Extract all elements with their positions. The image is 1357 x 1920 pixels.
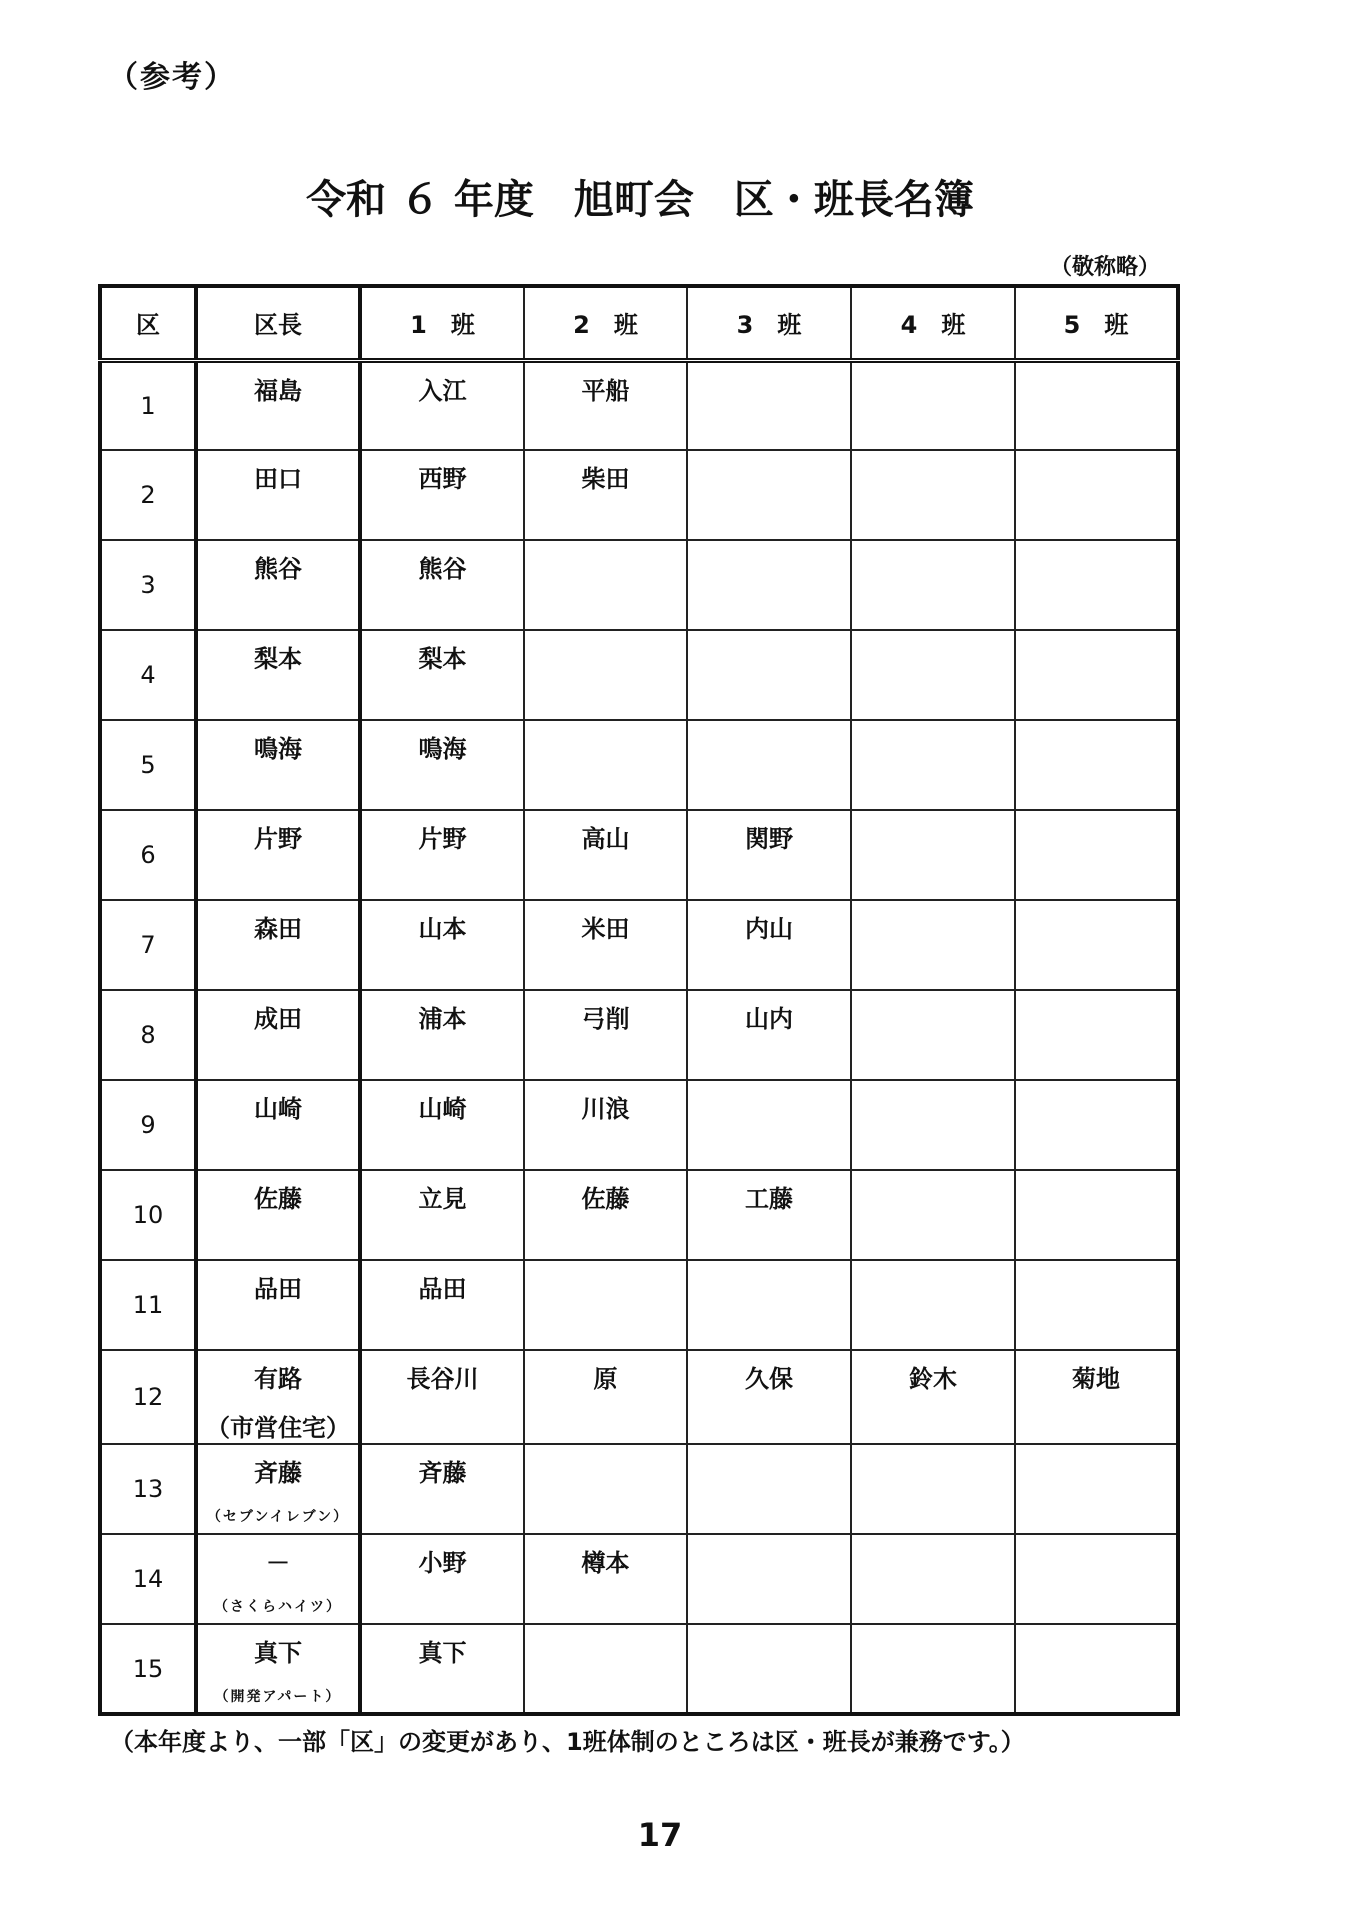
han-2-cell: 樽本 xyxy=(524,1534,687,1624)
header-ku: 区 xyxy=(100,286,196,360)
han-4-cell xyxy=(851,450,1015,540)
table-row xyxy=(100,1624,1178,1714)
kucho-name: 山崎 xyxy=(254,1095,302,1123)
han-2-cell: 弓削 xyxy=(524,990,687,1080)
ku-number-cell: 6 xyxy=(100,810,196,900)
han-4-cell xyxy=(851,720,1015,810)
han-5-cell xyxy=(1015,1170,1178,1260)
han-3-cell xyxy=(687,450,851,540)
han-4-cell xyxy=(851,1534,1015,1624)
han-5-cell xyxy=(1015,630,1178,720)
kucho-cell xyxy=(196,810,360,900)
han-2-cell: 柴田 xyxy=(524,450,687,540)
table-row xyxy=(100,360,1178,450)
kucho-cell xyxy=(196,900,360,990)
han-4-cell xyxy=(851,1444,1015,1534)
header-han-1: 1 班 xyxy=(360,286,524,360)
table-row xyxy=(100,630,1178,720)
han-5-cell xyxy=(1015,990,1178,1080)
han-3-cell xyxy=(687,1444,851,1534)
table-row xyxy=(100,1260,1178,1350)
han-2-cell: 原 xyxy=(524,1350,687,1444)
han-1-cell: 西野 xyxy=(360,450,524,540)
table-row xyxy=(100,900,1178,990)
han-1-cell: 浦本 xyxy=(360,990,524,1080)
ku-number-cell: 10 xyxy=(100,1170,196,1260)
ku-number-cell: 4 xyxy=(100,630,196,720)
han-5-cell xyxy=(1015,1080,1178,1170)
kucho-name: 佐藤 xyxy=(254,1185,302,1213)
han-1-cell: 片野 xyxy=(360,810,524,900)
ku-number-cell: 3 xyxy=(100,540,196,630)
ku-number-cell: 15 xyxy=(100,1624,196,1714)
header-han-5: 5 班 xyxy=(1015,286,1178,360)
ku-number-cell: 8 xyxy=(100,990,196,1080)
han-4-cell xyxy=(851,1624,1015,1714)
han-3-cell xyxy=(687,540,851,630)
table-row xyxy=(100,1444,1178,1534)
kucho-name: 斉藤 xyxy=(254,1459,302,1487)
kucho-name: 片野 xyxy=(254,825,302,853)
han-3-cell: 関野 xyxy=(687,810,851,900)
header-han-3: 3 班 xyxy=(687,286,851,360)
han-5-cell xyxy=(1015,720,1178,810)
han-5-cell xyxy=(1015,1444,1178,1534)
han-3-cell xyxy=(687,1534,851,1624)
han-4-cell: 鈴木 xyxy=(851,1350,1015,1444)
kucho-cell xyxy=(196,720,360,810)
ku-number-cell: 14 xyxy=(100,1534,196,1624)
han-1-cell: 真下 xyxy=(360,1624,524,1714)
han-5-cell xyxy=(1015,1624,1178,1714)
han-4-cell xyxy=(851,540,1015,630)
han-2-cell: 平船 xyxy=(524,360,687,450)
table-row xyxy=(100,1080,1178,1170)
table-row xyxy=(100,1350,1178,1444)
han-5-cell xyxy=(1015,900,1178,990)
han-3-cell xyxy=(687,720,851,810)
han-4-cell xyxy=(851,630,1015,720)
kucho-location-note: （さくらハイツ） xyxy=(214,1599,342,1615)
han-5-cell: 菊地 xyxy=(1015,1350,1178,1444)
han-4-cell xyxy=(851,810,1015,900)
ku-number-cell: 2 xyxy=(100,450,196,540)
han-1-cell: 斉藤 xyxy=(360,1444,524,1534)
kucho-cell xyxy=(196,360,360,450)
footer-note: （本年度より、一部「区」の変更があり、1班体制のところは区・班長が兼務です。） xyxy=(110,1728,1025,1756)
kucho-name: 品田 xyxy=(254,1275,302,1303)
kucho-name: 田口 xyxy=(254,465,302,493)
han-2-cell xyxy=(524,540,687,630)
han-2-cell xyxy=(524,1444,687,1534)
kucho-name: 真下 xyxy=(254,1639,302,1667)
header-han-2: 2 班 xyxy=(524,286,687,360)
ku-number-cell: 9 xyxy=(100,1080,196,1170)
kucho-name: 熊谷 xyxy=(254,555,302,583)
han-2-cell: 川浪 xyxy=(524,1080,687,1170)
han-3-cell: 久保 xyxy=(687,1350,851,1444)
han-4-cell xyxy=(851,1080,1015,1170)
han-2-cell xyxy=(524,720,687,810)
han-3-cell xyxy=(687,360,851,450)
table-header-row xyxy=(100,286,1178,360)
han-1-cell: 熊谷 xyxy=(360,540,524,630)
han-2-cell xyxy=(524,1260,687,1350)
kucho-cell xyxy=(196,1534,360,1624)
han-1-cell: 立見 xyxy=(360,1170,524,1260)
han-1-cell: 鳴海 xyxy=(360,720,524,810)
han-5-cell xyxy=(1015,1260,1178,1350)
han-3-cell xyxy=(687,1080,851,1170)
han-2-cell xyxy=(524,630,687,720)
han-4-cell xyxy=(851,360,1015,450)
han-5-cell xyxy=(1015,360,1178,450)
table-row xyxy=(100,990,1178,1080)
kucho-cell xyxy=(196,1624,360,1714)
han-1-cell: 長谷川 xyxy=(360,1350,524,1444)
kucho-name: 有路 xyxy=(254,1365,302,1393)
han-2-cell xyxy=(524,1624,687,1714)
kucho-location-note: （開発アパート） xyxy=(214,1689,342,1705)
han-2-cell: 佐藤 xyxy=(524,1170,687,1260)
header-han-4: 4 班 xyxy=(851,286,1015,360)
kucho-name: 森田 xyxy=(254,915,302,943)
han-3-cell xyxy=(687,630,851,720)
han-1-cell: 品田 xyxy=(360,1260,524,1350)
han-4-cell xyxy=(851,1260,1015,1350)
table-row xyxy=(100,450,1178,540)
ku-number-cell: 11 xyxy=(100,1260,196,1350)
ku-number-cell: 5 xyxy=(100,720,196,810)
kucho-name: 鳴海 xyxy=(254,735,302,763)
roster-body xyxy=(100,360,1178,1714)
kucho-cell xyxy=(196,450,360,540)
han-1-cell: 小野 xyxy=(360,1534,524,1624)
kucho-cell xyxy=(196,630,360,720)
kucho-cell xyxy=(196,1080,360,1170)
han-1-cell: 梨本 xyxy=(360,630,524,720)
document-title: 令和 ６ 年度 旭町会 区・班長名簿 xyxy=(306,177,974,223)
kucho-cell xyxy=(196,1260,360,1350)
han-3-cell xyxy=(687,1260,851,1350)
kucho-cell xyxy=(196,1350,360,1444)
ku-number-cell: 13 xyxy=(100,1444,196,1534)
table-row xyxy=(100,1170,1178,1260)
han-5-cell xyxy=(1015,810,1178,900)
han-4-cell xyxy=(851,990,1015,1080)
kucho-name: 福島 xyxy=(254,376,302,405)
ku-number-cell: 12 xyxy=(100,1350,196,1444)
table-row xyxy=(100,810,1178,900)
kucho-location-note: （市営住宅） xyxy=(206,1414,350,1442)
honorific-omitted-note: （敬称略） xyxy=(1049,255,1160,280)
han-1-cell: 山本 xyxy=(360,900,524,990)
reference-label: （参考） xyxy=(108,60,236,95)
table-row xyxy=(100,540,1178,630)
han-3-cell: 山内 xyxy=(687,990,851,1080)
han-3-cell: 内山 xyxy=(687,900,851,990)
kucho-cell xyxy=(196,540,360,630)
han-2-cell: 高山 xyxy=(524,810,687,900)
page-number: 17 xyxy=(637,1816,683,1854)
han-3-cell xyxy=(687,1624,851,1714)
han-5-cell xyxy=(1015,540,1178,630)
ku-number-cell: 1 xyxy=(100,360,196,450)
han-5-cell xyxy=(1015,450,1178,540)
ku-number-cell: 7 xyxy=(100,900,196,990)
han-4-cell xyxy=(851,1170,1015,1260)
han-5-cell xyxy=(1015,1534,1178,1624)
kucho-name: 梨本 xyxy=(254,645,302,673)
kucho-location-note: （セブンイレブン） xyxy=(206,1509,350,1525)
han-1-cell: 入江 xyxy=(360,360,524,450)
kucho-cell xyxy=(196,990,360,1080)
han-4-cell xyxy=(851,900,1015,990)
kucho-name: 成田 xyxy=(254,1005,302,1033)
han-2-cell: 米田 xyxy=(524,900,687,990)
roster-table xyxy=(98,284,1180,1716)
han-1-cell: 山崎 xyxy=(360,1080,524,1170)
han-3-cell: 工藤 xyxy=(687,1170,851,1260)
kucho-name: － xyxy=(266,1549,290,1577)
header-kucho: 区長 xyxy=(196,286,360,360)
table-row xyxy=(100,1534,1178,1624)
kucho-cell xyxy=(196,1444,360,1534)
table-row xyxy=(100,720,1178,810)
kucho-cell xyxy=(196,1170,360,1260)
